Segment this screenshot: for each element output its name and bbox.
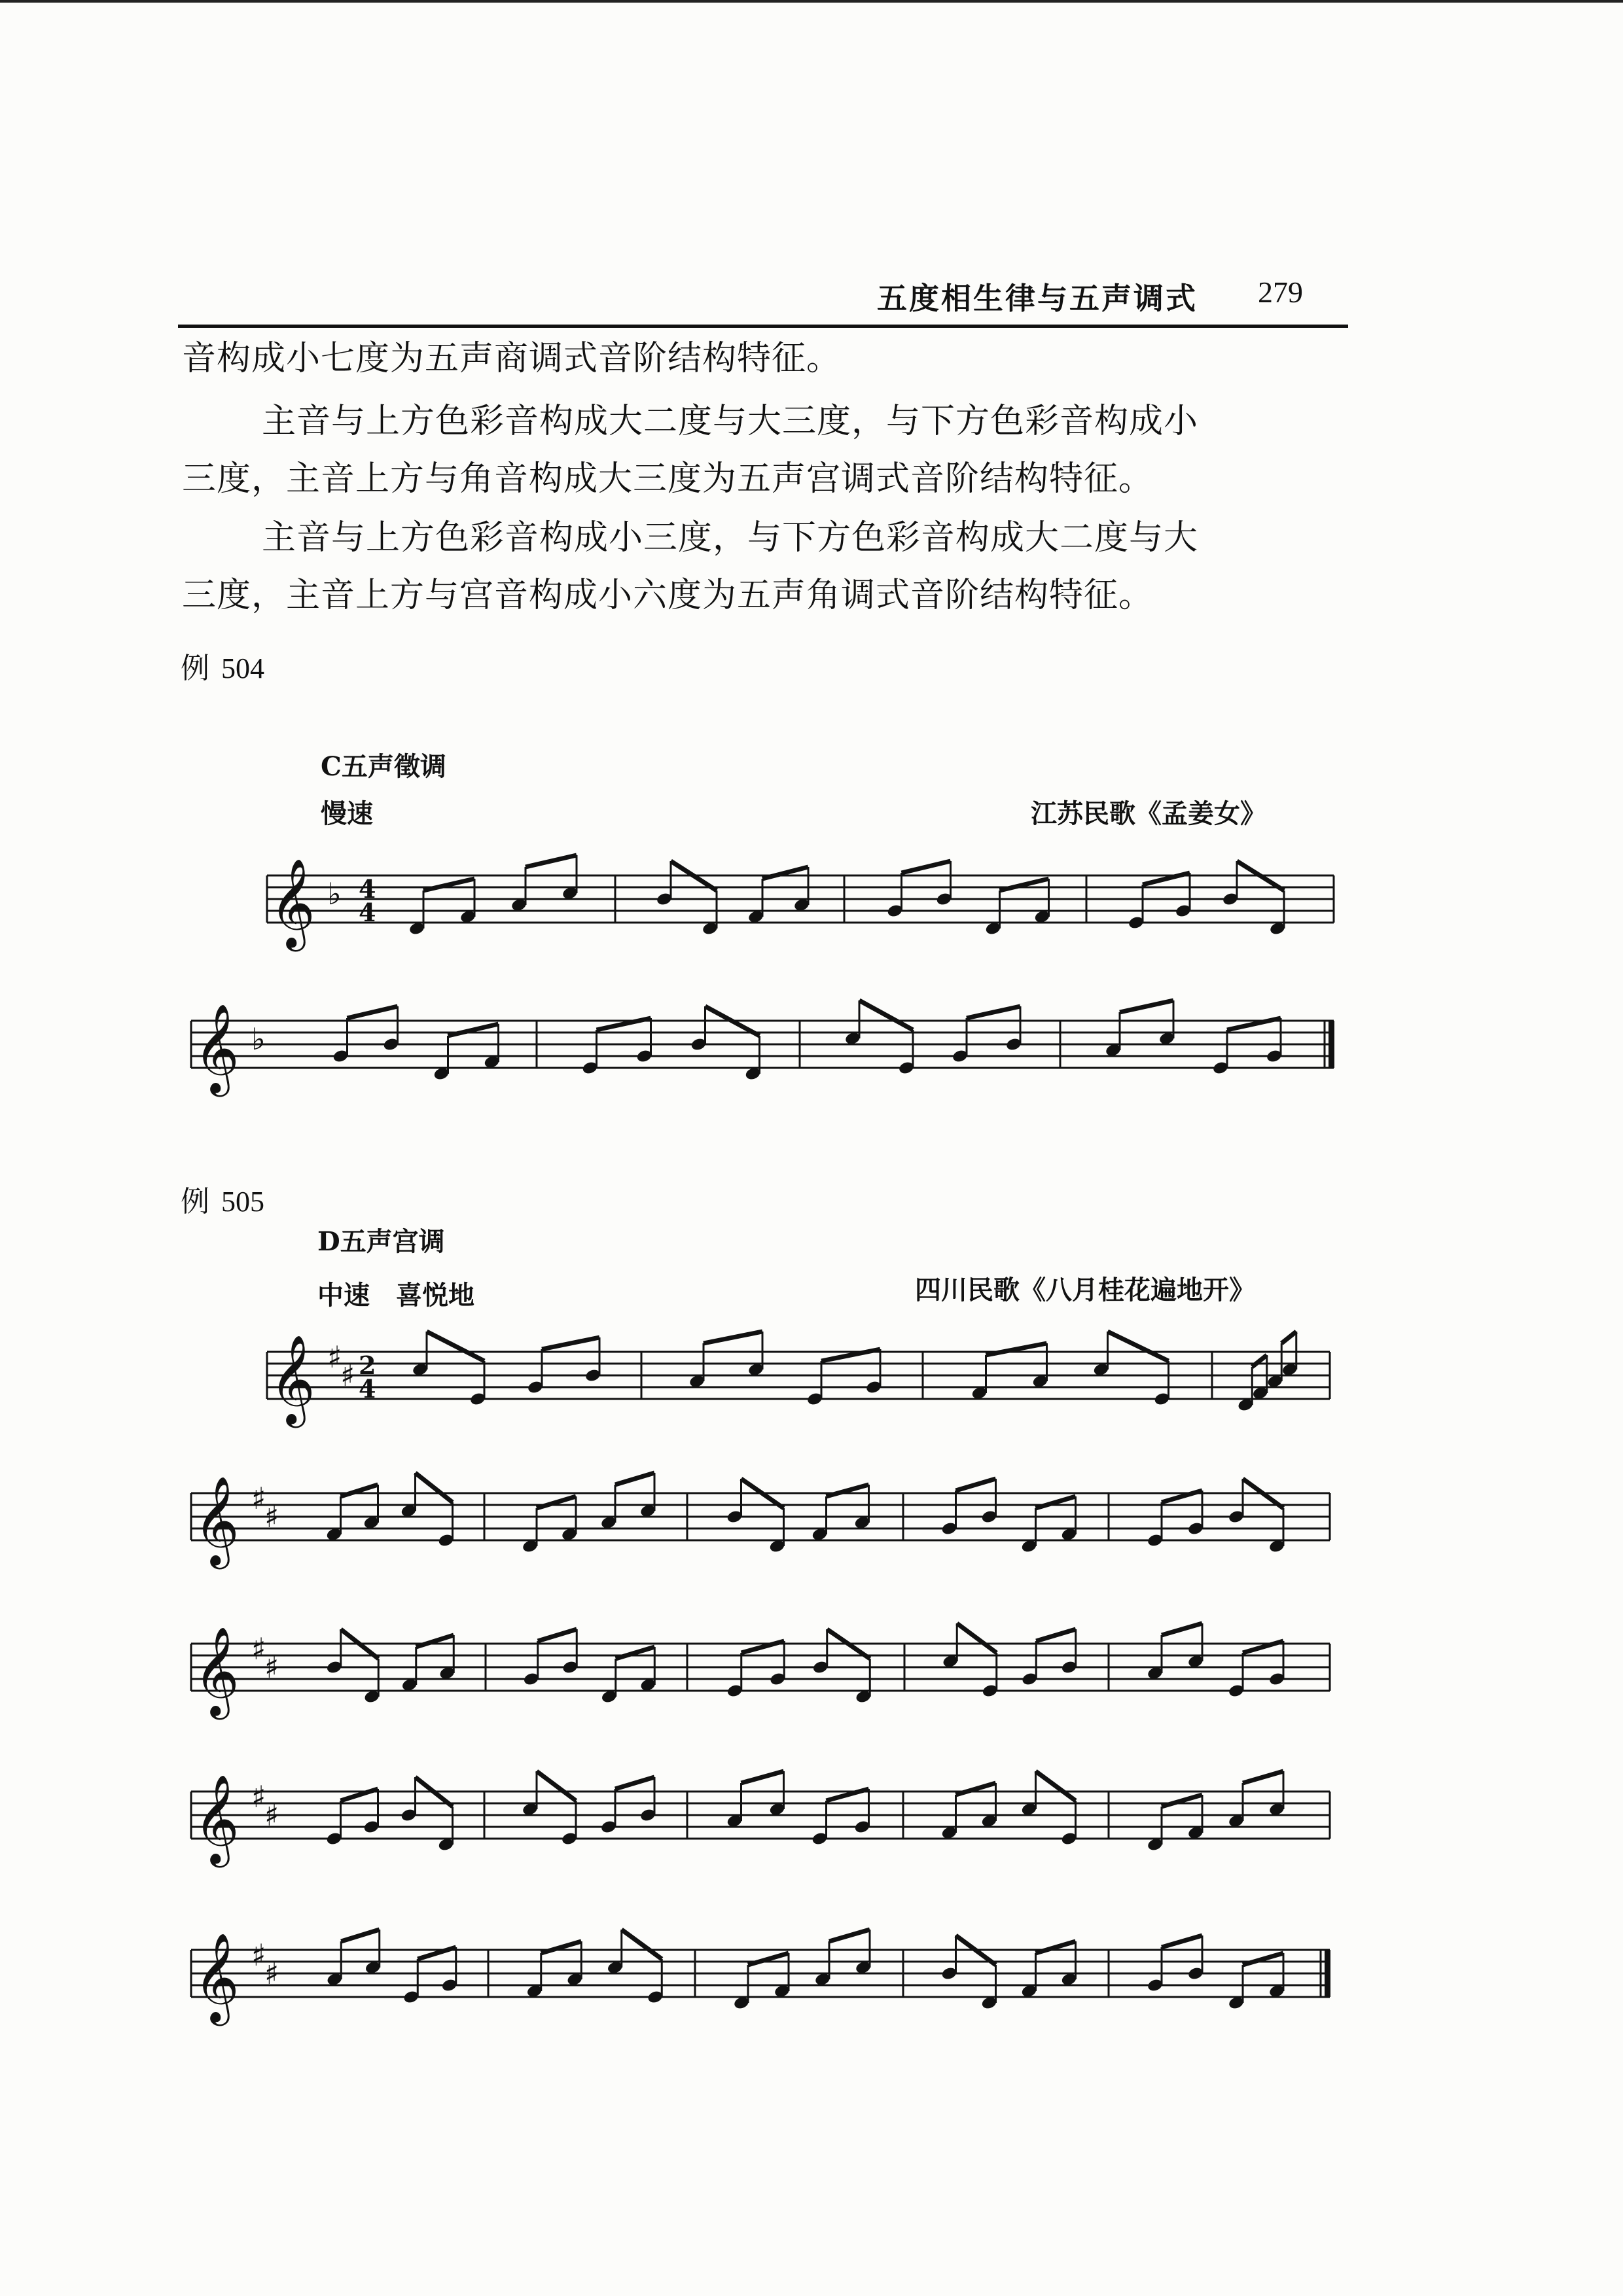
paragraph-line-5: 三度，主音上方与宫音构成小六度为五声角调式音阶结构特征。 (182, 576, 1154, 615)
note-beam (1036, 1496, 1076, 1508)
sharp-icon: ♯ (264, 1797, 279, 1833)
note-beam (1036, 1771, 1076, 1801)
staff-systems (191, 855, 1334, 2026)
note-beam (748, 1953, 789, 1965)
note-beam (827, 1485, 869, 1496)
note-beam (542, 1337, 599, 1349)
treble-clef-icon: 𝄞 (270, 857, 315, 947)
running-head-title: 五度相生律与五声调式 (877, 281, 1198, 316)
note-beam (537, 1496, 576, 1508)
treble-clef-icon: 𝄞 (194, 1002, 240, 1093)
treble-clef-icon: 𝄞 (194, 1773, 240, 1863)
note-beam (348, 1006, 398, 1018)
sharp-icon: ♯ (251, 1631, 266, 1667)
note-beam (526, 855, 577, 867)
sharp-icon: ♯ (327, 1339, 342, 1375)
note-beam (1162, 1935, 1202, 1947)
note-beam (704, 1332, 762, 1343)
note-beam (829, 1930, 870, 1941)
note-beam (448, 1024, 499, 1036)
time-signature-bottom: 4 (359, 1374, 376, 1404)
note-beam (615, 1777, 654, 1789)
sharp-icon: ♯ (251, 1779, 266, 1814)
note-beam (956, 1479, 996, 1491)
sharp-icon: ♯ (251, 1937, 266, 1973)
note-beam (859, 1000, 913, 1030)
example-label-text: 例 (181, 1185, 209, 1218)
time-signature-top: 2 (359, 1351, 376, 1380)
note-beam (341, 1930, 380, 1941)
note-beam (1000, 879, 1049, 891)
sharp-icon: ♯ (264, 1650, 279, 1685)
flat-icon: ♭ (327, 876, 342, 911)
treble-clef-icon: 𝄞 (270, 1333, 315, 1424)
note-beam (1162, 1795, 1202, 1807)
example-number: 504 (221, 652, 264, 684)
note-beam (541, 1941, 582, 1953)
example-504-mode: C五声徵调 (321, 751, 446, 782)
note-beam (762, 867, 808, 879)
treble-clef-icon: 𝄞 (194, 1932, 240, 2022)
time-signature-top: 4 (359, 874, 376, 904)
example-504-tempo: 慢速 (321, 798, 373, 829)
note-beam (1243, 1953, 1283, 1965)
note-beam (1243, 1771, 1283, 1783)
note-beam (986, 1343, 1047, 1355)
note-beam (416, 1635, 454, 1647)
note-beam (1108, 1332, 1169, 1361)
note-beam (622, 1930, 662, 1959)
note-beam (423, 879, 474, 891)
note-beam (537, 1771, 576, 1801)
final-barline-thick (1329, 1021, 1334, 1068)
note-beam (1036, 1941, 1076, 1953)
example-504-source: 江苏民歌《孟姜女》 (1031, 798, 1266, 829)
note-beam (967, 1006, 1020, 1018)
note-beam (1120, 1000, 1173, 1012)
note-beam (416, 1473, 453, 1502)
note-beam (956, 1783, 996, 1795)
flat-icon: ♭ (251, 1021, 266, 1057)
example-number: 505 (221, 1186, 264, 1218)
example-505-source: 四川民歌《八月桂花遍地开》 (915, 1275, 1255, 1305)
page-number: 279 (1258, 275, 1303, 309)
note-beam (1162, 1623, 1202, 1635)
note-beam (538, 1629, 577, 1641)
note-beam (616, 1647, 655, 1659)
example-505-tempo: 中速 喜悦地 (317, 1280, 474, 1311)
note-beam (341, 1485, 378, 1496)
sharp-icon: ♯ (251, 1481, 266, 1516)
note-beam (1281, 1332, 1296, 1343)
treble-clef-icon: 𝄞 (194, 1475, 240, 1565)
note-beam (1252, 1355, 1267, 1367)
note-beam (741, 1771, 784, 1783)
treble-clef-icon: 𝄞 (194, 1625, 240, 1716)
sharp-icon: ♯ (340, 1358, 355, 1393)
paragraph-line-1: 音构成小七度为五声商调式音阶结构特征。 (182, 339, 842, 378)
example-505-mode: D五声宫调 (317, 1226, 445, 1257)
time-signature-bottom: 4 (359, 898, 376, 927)
paragraph-line-2: 主音与上方色彩音构成大二度与大三度，与下方色彩音构成小 (262, 402, 1199, 441)
note-beam (615, 1473, 654, 1485)
note-beam (427, 1332, 484, 1361)
final-barline-thick (1325, 1950, 1330, 1997)
note-beam (957, 1623, 997, 1653)
sharp-icon: ♯ (264, 1499, 279, 1534)
sharp-icon: ♯ (264, 1956, 279, 1991)
paragraph-line-4: 主音与上方色彩音构成小三度，与下方色彩音构成大二度与大 (262, 518, 1199, 557)
paragraph-line-3: 三度，主音上方与角音构成大三度为五声宫调式音阶结构特征。 (182, 459, 1154, 499)
example-label-text: 例 (181, 652, 209, 685)
note-beam (1036, 1629, 1076, 1641)
note-beam (902, 861, 951, 873)
